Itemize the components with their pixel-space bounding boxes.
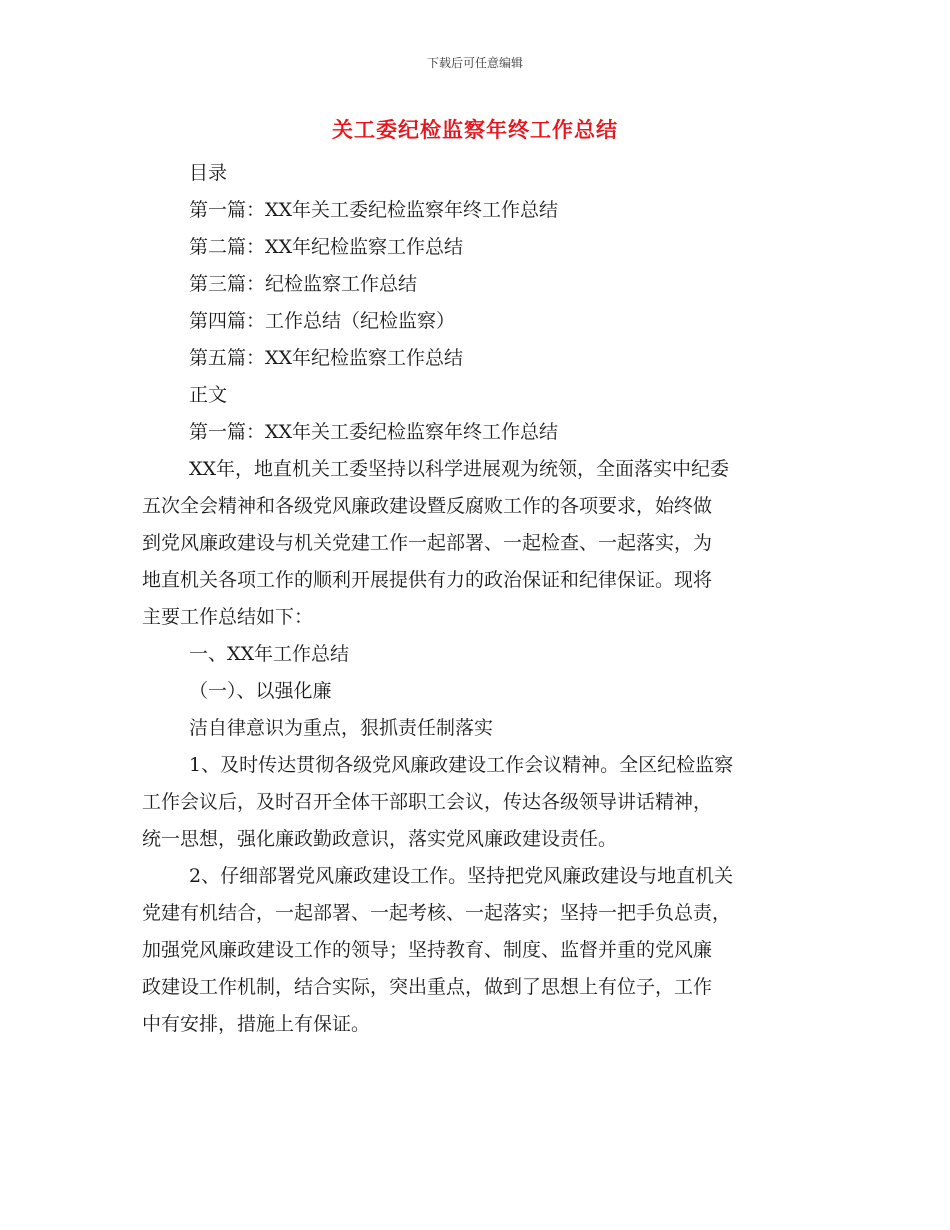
text-line: 工作会议后，及时召开全体干部职工会议，传达各级领导讲话精神，: [142, 791, 713, 813]
text-line: XX年，地直机关工委坚持以科学进展观为统领，全面落实中纪委: [189, 458, 730, 480]
text-line: 第二篇：XX年纪检监察工作总结: [189, 236, 464, 258]
text-line: 第一篇：XX年关工委纪检监察年终工作总结: [189, 199, 559, 221]
header-note: 下载后可任意编辑: [426, 56, 523, 70]
text-line: 到党风廉政建设与机关党建工作一起部署、一起检查、一起落实，为: [142, 532, 713, 554]
text-line: 五次全会精神和各级党风廉政建设暨反腐败工作的各项要求，始终做: [142, 495, 713, 517]
text-line: 统一思想，强化廉政勤政意识，落实党风廉政建设责任。: [142, 828, 618, 850]
text-line: 一、XX年工作总结: [189, 643, 350, 665]
text-line: 2、仔细部署党风廉政建设工作。坚持把党风廉政建设与地直机关: [189, 865, 734, 887]
text-line: 中有安排，措施上有保证。: [142, 1013, 371, 1035]
text-line: 第五篇：XX年纪检监察工作总结: [189, 347, 464, 369]
text-line: 目录: [189, 162, 228, 184]
text-line: （一）、以强化廉: [189, 680, 332, 702]
text-line: 主要工作总结如下：: [142, 606, 314, 628]
text-line: 第一篇：XX年关工委纪检监察年终工作总结: [189, 421, 559, 443]
text-line: 洁自律意识为重点，狠抓责任制落实: [189, 717, 494, 739]
text-line: 地直机关各项工作的顺利开展提供有力的政治保证和纪律保证。现将: [142, 569, 713, 591]
text-line: 政建设工作机制，结合实际，突出重点，做到了思想上有位子，工作: [142, 976, 713, 998]
document-body: [142, 155, 810, 1043]
text-line: 1、及时传达贯彻各级党风廉政建设工作会议精神。全区纪检监察: [189, 754, 734, 776]
text-line: 第三篇：纪检监察工作总结: [189, 273, 418, 295]
text-line: 加强党风廉政建设工作的领导；坚持教育、制度、监督并重的党风廉: [142, 939, 713, 961]
text-line: 第四篇：工作总结（纪检监察）: [189, 310, 456, 332]
document-title: 关工委纪检监察年终工作总结: [332, 117, 618, 142]
text-line: 正文: [189, 384, 228, 406]
text-line: 党建有机结合，一起部署、一起考核、一起落实；坚持一把手负总责，: [142, 902, 732, 924]
